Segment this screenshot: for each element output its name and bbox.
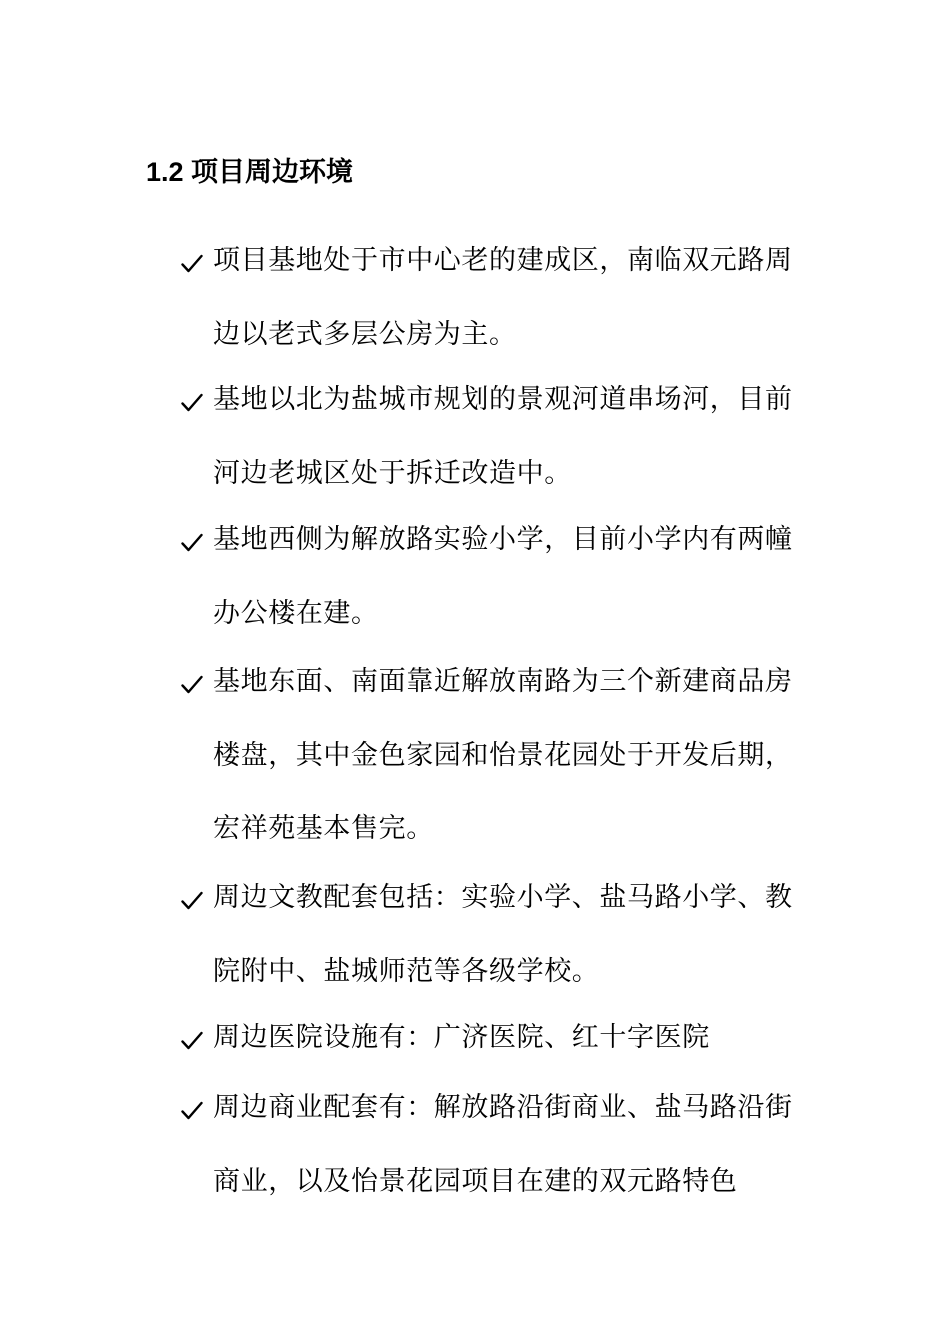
check-icon (180, 664, 206, 700)
check-icon (180, 880, 206, 916)
check-icon (180, 382, 206, 418)
section-heading: 1.2 项目周边环境 (146, 157, 354, 187)
list-item-text: 周边商业配套有：解放路沿街商业、盐马路沿街商业，以及怡景花园项目在建的双元路特色 (213, 1092, 793, 1197)
check-icon (180, 1020, 206, 1056)
check-icon (180, 1090, 206, 1126)
list-item-text: 基地东面、南面靠近解放南路为三个新建商品房楼盘，其中金色家园和怡景花园处于开发后期，宏祥苑基本售完。 (213, 666, 793, 845)
list-item-text: 项目基地处于市中心老的建成区，南临双元路周边以老式多层公房为主。 (213, 245, 793, 350)
list-item-text: 基地以北为盐城市规划的景观河道串场河，目前河边老城区处于拆迁改造中。 (213, 384, 793, 489)
list-item-text: 基地西侧为解放路实验小学，目前小学内有两幢办公楼在建。 (213, 524, 793, 629)
check-icon (180, 522, 206, 558)
list-item-text: 周边医院设施有：广济医院、红十字医院 (213, 1022, 710, 1054)
list-item-text: 周边文教配套包括：实验小学、盐马路小学、教院附中、盐城师范等各级学校。 (213, 882, 793, 987)
check-icon (180, 243, 206, 279)
